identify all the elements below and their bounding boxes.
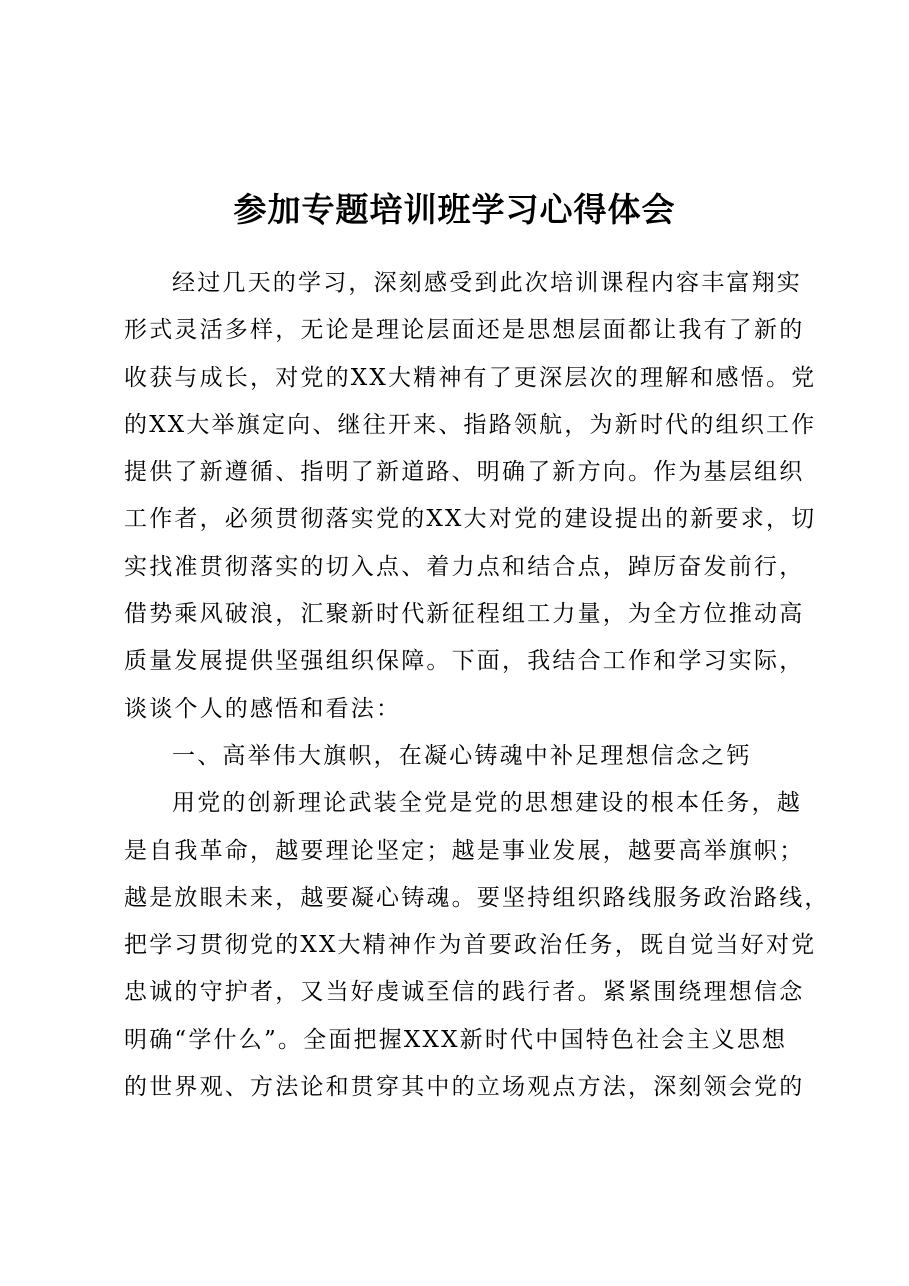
paragraph-line: 把学习贯彻党的XX大精神作为首要政治任务，既自觉当好对党 [124, 932, 817, 959]
paragraph-line: 忠诚的守护者，又当好虔诚至信的践行者。紧紧围绕理想信念 [124, 979, 805, 1006]
section-heading: 一、高举伟大旗帜，在凝心铸魂中补足理想信念之钙 [172, 742, 752, 769]
paragraph-line: 工作者，必须贯彻落实党的XX大对党的建设提出的新要求，切 [124, 506, 817, 533]
paragraph-line: 的XX大举旗定向、继往开来、指路领航，为新时代的组织工作 [124, 411, 817, 438]
paragraph-line: 经过几天的学习，深刻感受到此次培训课程内容丰富翔实 [172, 270, 802, 296]
paragraph-line: 实找准贯彻落实的切入点、着力点和结合点，踔厉奋发前行， [124, 553, 805, 580]
paragraph-line: 的世界观、方法论和贯穿其中的立场观点方法，深刻领会党的 [124, 1074, 805, 1101]
paragraph-line: 明确“学什么”。全面把握XXX新时代中国特色社会主义思想 [124, 1026, 788, 1053]
paragraph-line: 用党的创新理论武装全党是党的思想建设的根本任务，越 [172, 790, 802, 817]
paragraph-line: 借势乘风破浪，汇聚新时代新征程组工力量，为全方位推动高 [124, 601, 805, 628]
document-title: 参加专题培训班学习心得体会 [233, 190, 676, 229]
paragraph-line: 形式灵活多样，无论是理论层面还是思想层面都让我有了新的 [124, 317, 805, 344]
paragraph-line: 越是放眼未来，越要凝心铸魂。要坚持组织路线服务政治路线， [124, 884, 830, 911]
paragraph-line: 收获与成长，对党的XX大精神有了更深层次的理解和感悟。党 [124, 364, 817, 391]
paragraph-line: 质量发展提供坚强组织保障。下面，我结合工作和学习实际， [124, 648, 805, 675]
paragraph-line: 是自我革命，越要理论坚定；越是事业发展，越要高举旗帜； [124, 837, 805, 864]
document-body [124, 260, 830, 1111]
paragraph-line: 提供了新遵循、指明了新道路、明确了新方向。作为基层组织 [124, 459, 805, 486]
paragraph-line: 谈谈个人的感悟和看法： [124, 695, 402, 722]
